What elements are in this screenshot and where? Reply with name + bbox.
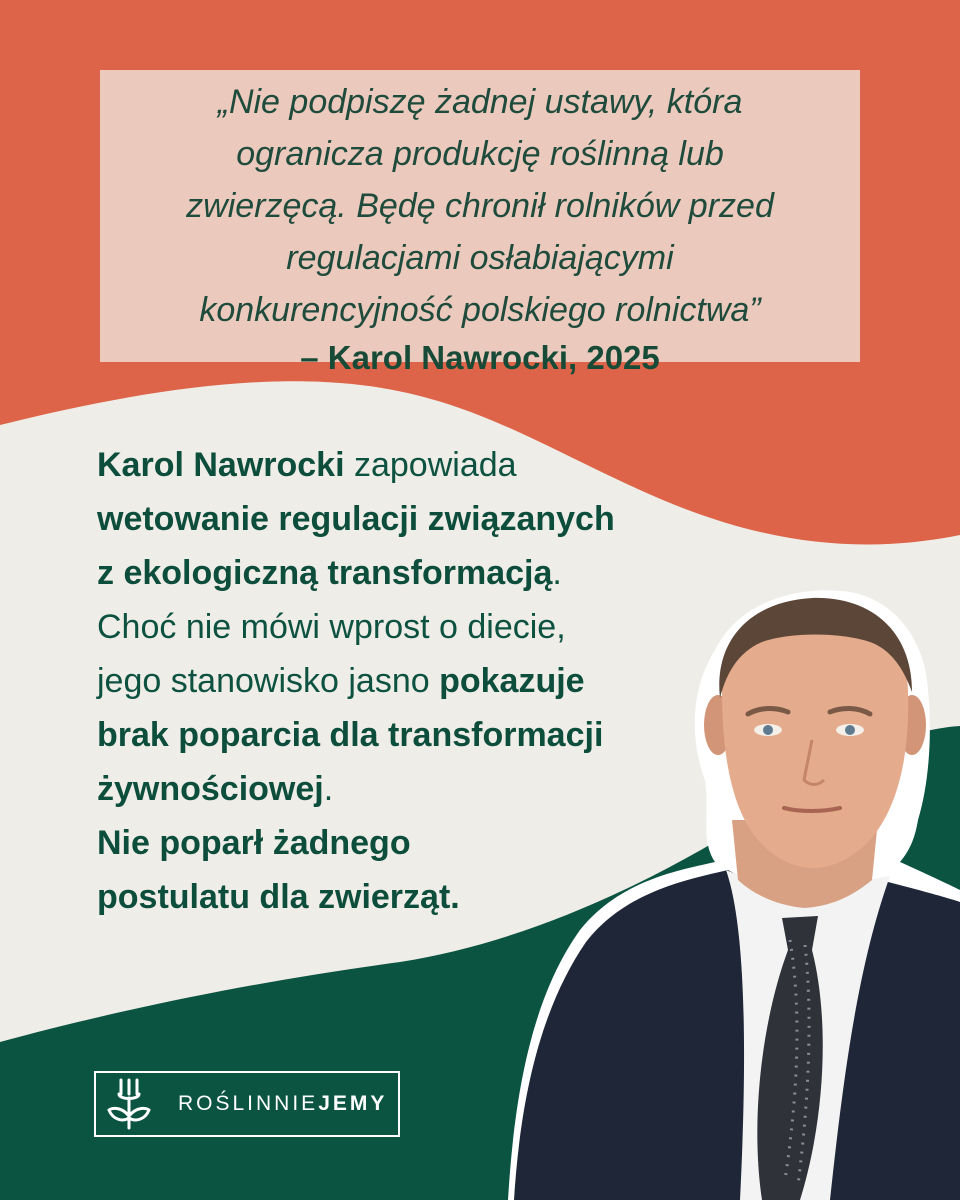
brand-logo[interactable] — [94, 1071, 400, 1137]
body-line: Nie poparł żadnego — [97, 824, 411, 862]
quote-line: „Nie podpiszę żadnej ustawy, która — [217, 83, 743, 121]
body-line: jego stanowisko jasno pokazuje — [97, 662, 585, 700]
logo-wordmark: ROŚLINNIEJEMY — [178, 1092, 388, 1115]
body-line: brak poparcia dla transformacji — [97, 716, 604, 754]
quote-line: konkurencyjność polskiego rolnictwa” — [199, 291, 761, 329]
body-line: postulatu dla zwierząt. — [97, 878, 460, 916]
quote-author: – Karol Nawrocki, 2025 — [300, 339, 660, 376]
body-line: wetowanie regulacji związanych — [97, 500, 615, 538]
body-line: Choć nie mówi wprost o diecie, — [97, 608, 566, 646]
body-line: Karol Nawrocki zapowiada — [97, 446, 517, 484]
body-line: z ekologiczną transformacją. — [97, 554, 562, 592]
quote-line: regulacjami osłabiającymi — [286, 239, 674, 277]
portrait-photo — [500, 580, 960, 1200]
quote-line: zwierzęcą. Będę chronił rolników przed — [186, 187, 774, 225]
politician-name: Karol Nawrocki — [97, 446, 345, 484]
body-line: żywnościowej. — [97, 770, 334, 808]
quote-box — [100, 70, 860, 376]
quote-line: ogranicza produkcję roślinną lub — [236, 135, 724, 173]
fork-leaf-icon — [96, 1073, 162, 1135]
